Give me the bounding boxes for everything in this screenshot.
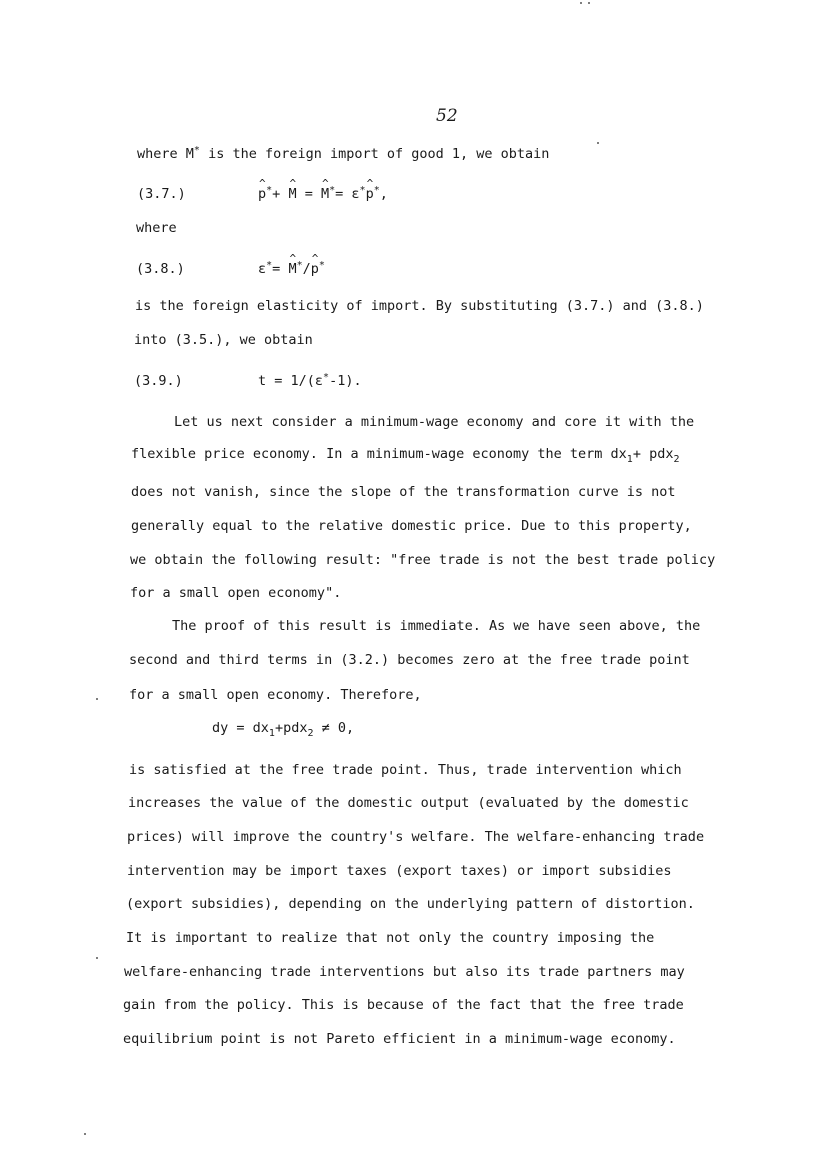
equation-3-8: ε*= ^ M*/^ p*	[258, 261, 325, 277]
text-line: does not vanish, since the slope of the transformation curve is not	[131, 484, 676, 500]
scan-speck	[597, 142, 599, 144]
text-line: into (3.5.), we obtain	[134, 332, 313, 348]
text-line: (export subsidies), depending on the underlying pattern of distortion.	[126, 896, 695, 912]
text-line: prices) will improve the country's welfare. The welfare-enhancing trade	[127, 829, 705, 845]
text-line: The proof of this result is immediate. As we have seen above, the	[172, 618, 701, 634]
equation-3-7: ^ p*+ ^ M = ^ M*= ε*^ p*,	[258, 186, 388, 202]
text-line: we obtain the following result: "free trade is not the best trade policy	[130, 552, 716, 568]
text-line: welfare-enhancing trade interventions but also its trade partners may	[124, 964, 685, 980]
equation-label: (3.9.)	[134, 373, 183, 389]
text-line: is the foreign elasticity of import. By substituting (3.7.) and (3.8.)	[135, 298, 704, 314]
equation-3-9: t = 1/(ε*-1).	[258, 372, 362, 389]
scan-speck	[96, 698, 98, 700]
text-line: intervention may be import taxes (export taxes) or import subsidies	[127, 863, 672, 879]
text-line: flexible price economy. In a minimum-wage economy the term $dx_1+ pdx_2$	[131, 446, 680, 465]
scan-speck	[580, 2, 582, 4]
text-line: increases the value of the domestic output (evaluated by the domestic	[128, 795, 689, 811]
equation-dy: dy = $dx_1+pdx_2 \ne 0$,	[212, 720, 355, 739]
scan-speck	[84, 1133, 86, 1135]
text-line: second and third terms in (3.2.) becomes zero at the free trade point	[129, 652, 690, 668]
scan-speck	[588, 2, 590, 4]
page-number: 52	[436, 106, 458, 126]
equation-label: (3.7.)	[137, 186, 186, 202]
text-line: Let us next consider a minimum-wage economy and core it with the	[174, 414, 695, 430]
text-line: where	[136, 220, 177, 236]
text-line: equilibrium point is not Pareto efficient in a minimum-wage economy.	[123, 1031, 676, 1047]
text-line: for a small open economy".	[130, 585, 342, 601]
text-line: for a small open economy. Therefore,	[129, 687, 422, 703]
text-line: where M* is the foreign import of good 1, we obtain	[137, 145, 550, 162]
equation-label: (3.8.)	[136, 261, 185, 277]
scan-speck	[96, 957, 98, 959]
text-line: gain from the policy. This is because of the fact that the free trade	[123, 997, 684, 1013]
text-line: is satisfied at the free trade point. Thus, trade intervention which	[129, 762, 682, 778]
text-line: It is important to realize that not only the country imposing the	[126, 930, 655, 946]
text-line: generally equal to the relative domestic price. Due to this property,	[131, 518, 692, 534]
